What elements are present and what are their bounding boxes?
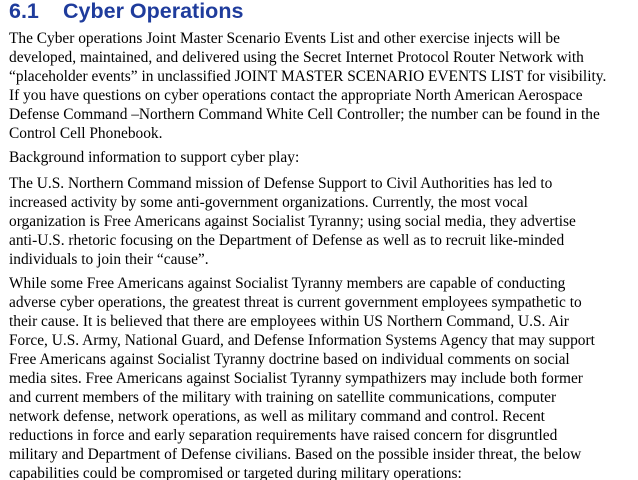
- section-number: 6.1: [9, 0, 39, 23]
- text-line: their cause. It is believed that there are employees within US Northern Command, U.S. Air: [9, 313, 569, 330]
- text-line: Free Americans against Socialist Tyranny doctrine based on individual comments on social: [9, 351, 570, 368]
- paragraph-background-intro: [9, 148, 633, 167]
- text-line: individuals to join their “cause”.: [9, 251, 209, 268]
- paragraph-cyber-operations-jmsel: [9, 29, 633, 143]
- text-line: The Cyber operations Joint Master Scenario Events List and other exercise injects will be: [9, 30, 560, 47]
- text-line: If you have questions on cyber operations contact the appropriate North American Aerospace: [9, 87, 583, 104]
- paragraph-northcom-mission: [9, 174, 633, 269]
- text-line: developed, maintained, and delivered using the Secret Internet Protocol Router Network with: [9, 49, 584, 66]
- text-line: reductions in force and early separation requirements have raised concern for disgruntled: [9, 427, 558, 444]
- text-line: capabilities could be compromised or targeted during military operations:: [9, 465, 462, 480]
- text-line: Background information to support cyber play:: [9, 149, 300, 166]
- text-line: adverse cyber operations, the greatest threat is current government employees sympathetic to: [9, 294, 582, 311]
- section-title: Cyber Operations: [63, 0, 244, 23]
- text-line: and current members of the military with training on satellite communications, computer: [9, 389, 557, 406]
- section-heading: [9, 0, 243, 25]
- paragraph-insider-threat: [9, 274, 633, 480]
- text-line: The U.S. Northern Command mission of Defense Support to Civil Authorities has led to: [9, 175, 553, 192]
- text-line: anti-U.S. rhetoric focusing on the Department of Defense as well as to recruit like-minded: [9, 232, 565, 249]
- text-line: Force, U.S. Army, National Guard, and Defense Information Systems Agency that may support: [9, 332, 595, 349]
- text-line: Defense Command –Northern Command White Cell Controller; the number can be found in the: [9, 106, 600, 123]
- text-line: While some Free Americans against Socialist Tyranny members are capable of conducting: [9, 275, 566, 292]
- text-line: network defense, network operations, as well as military command and control. Recent: [9, 408, 545, 425]
- text-line: organization is Free Americans against Socialist Tyranny; using social media, they advertise: [9, 213, 576, 230]
- text-line: increased activity by some anti-government organizations. Currently, the most vocal: [9, 194, 528, 211]
- text-line: media sites. Free Americans against Socialist Tyranny sympathizers may include both former: [9, 370, 583, 387]
- text-line: Control Cell Phonebook.: [9, 125, 163, 142]
- text-line: “placeholder events” in unclassified JOINT MASTER SCENARIO EVENTS LIST for visibility.: [9, 68, 607, 85]
- text-line: military and Department of Defense civilians. Based on the possible insider threat, the below: [9, 446, 582, 463]
